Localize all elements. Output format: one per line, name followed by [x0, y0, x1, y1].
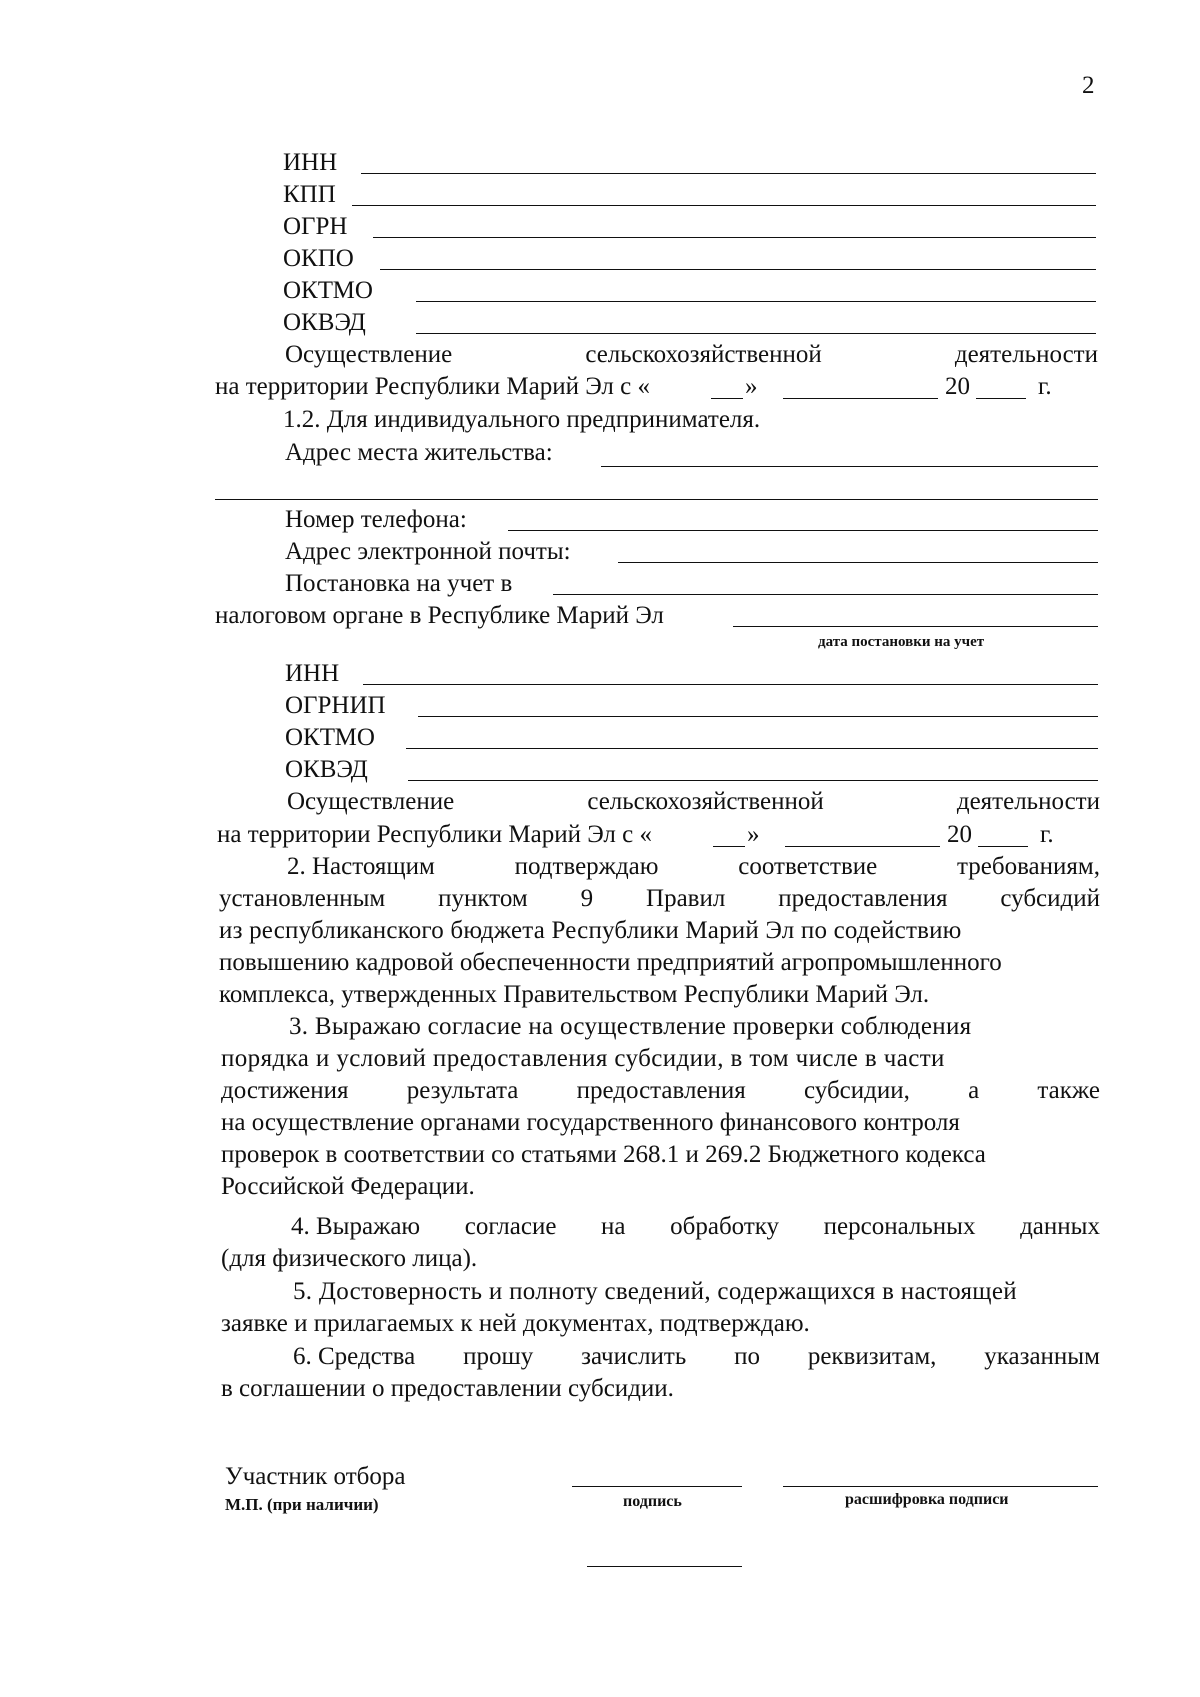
org-field-inn-label: ИНН: [283, 149, 338, 176]
p3-line4: на осуществление органами государственного финансового контроля: [221, 1109, 960, 1136]
org-activity-word: сельскохозяйственной: [585, 341, 822, 368]
org-field-okved-line[interactable]: [416, 333, 1096, 334]
org-field-oktmo-label: ОКТМО: [283, 277, 373, 304]
p2-word: установленным: [219, 885, 386, 912]
ip-month-line[interactable]: [785, 846, 940, 847]
p4-line2: (для физического лица).: [221, 1245, 478, 1272]
p4-line1: [291, 1212, 1100, 1242]
p2-line1: [287, 852, 1100, 882]
p5-line1: 5. Достоверность и полноту сведений, содержащихся в настоящей: [293, 1278, 1017, 1305]
stamp-label: М.П. (при наличии): [225, 1495, 379, 1514]
p4-word: персональных: [823, 1213, 976, 1240]
ip-tax-line1-label: Постановка на учет в: [285, 570, 513, 597]
ip-tax-date-caption: дата постановки на учет: [818, 634, 985, 650]
p3-word: также: [1037, 1077, 1100, 1104]
org-territory-prefix: на территории Республики Марий Эл с «: [215, 373, 650, 400]
p2-line2: [219, 884, 1100, 914]
org-quote-close: »: [745, 373, 758, 400]
ip-address-line1[interactable]: [601, 466, 1098, 467]
ip-field-oktmo-line[interactable]: [406, 748, 1098, 749]
p3-word: субсидии,: [804, 1077, 910, 1104]
p2-word: 2. Настоящим: [287, 853, 435, 880]
org-field-ogrn-line[interactable]: [373, 237, 1096, 238]
ip-day-line[interactable]: [713, 846, 745, 847]
p2-line3: из республиканского бюджета Республики Марий Эл по содействию: [219, 917, 962, 944]
ip-year-suffix: г.: [1040, 821, 1054, 848]
p4-word: согласие: [464, 1213, 557, 1240]
ip-activity-line: [287, 787, 1100, 817]
p2-word: Правил: [646, 885, 726, 912]
ip-activity-word: сельскохозяйственной: [587, 788, 824, 815]
page-number: 2: [1082, 72, 1095, 99]
ip-field-ogrnip-label: ОГРНИП: [285, 692, 386, 719]
signature-decode-line[interactable]: [783, 1486, 1098, 1487]
p6-word: по: [734, 1343, 760, 1370]
signature-line[interactable]: [572, 1486, 742, 1487]
p2-word: 9: [580, 885, 594, 912]
org-field-okpo-line[interactable]: [380, 269, 1096, 270]
org-activity-word: деятельности: [954, 341, 1098, 368]
participant-label: Участник отбора: [225, 1463, 406, 1490]
org-field-ogrn-label: ОГРН: [283, 213, 348, 240]
ip-quote-close: »: [747, 821, 760, 848]
p4-word: данных: [1020, 1213, 1100, 1240]
p3-line3: [221, 1076, 1100, 1106]
ip-field-ogrnip-line[interactable]: [418, 716, 1098, 717]
org-month-line[interactable]: [783, 398, 938, 399]
p6-word: указанным: [984, 1343, 1100, 1370]
p4-word: обработку: [670, 1213, 780, 1240]
p3-word: предоставления: [576, 1077, 746, 1104]
ip-activity-word: деятельности: [956, 788, 1100, 815]
ip-section-title: 1.2. Для индивидуального предпринимателя.: [283, 406, 761, 433]
p2-word: предоставления: [778, 885, 948, 912]
signature-decode-caption: расшифровка подписи: [845, 1491, 1009, 1508]
ip-address-line2[interactable]: [215, 499, 1098, 500]
ip-field-inn-label: ИНН: [285, 660, 340, 687]
ip-field-oktmo-label: ОКТМО: [285, 724, 375, 751]
p6-word: зачислить: [581, 1343, 687, 1370]
date-line[interactable]: [587, 1566, 742, 1567]
p5-line2: заявке и прилагаемых к ней документах, подтверждаю.: [221, 1310, 810, 1337]
org-day-line[interactable]: [711, 398, 743, 399]
p2-word: субсидий: [1000, 885, 1100, 912]
p2-line4: повышению кадровой обеспеченности предприятий агропромышленного: [219, 949, 1002, 976]
p3-line1: 3. Выражаю согласие на осуществление проверки соблюдения: [289, 1013, 972, 1040]
ip-tax-line1[interactable]: [553, 594, 1098, 595]
signature-caption: подпись: [623, 1493, 682, 1510]
p6-word: прошу: [463, 1343, 534, 1370]
org-year-suffix: г.: [1038, 373, 1052, 400]
ip-address-label: Адрес места жительства:: [285, 439, 553, 466]
p3-line6: Российской Федерации.: [221, 1173, 475, 1200]
ip-tax-line2-label: налоговом органе в Республике Марий Эл: [215, 602, 664, 629]
p4-word: на: [601, 1213, 626, 1240]
p2-word: требованиям,: [957, 853, 1100, 880]
org-field-okpo-label: ОКПО: [283, 245, 354, 272]
org-field-kpp-line[interactable]: [352, 205, 1096, 206]
ip-field-okved-label: ОКВЭД: [285, 756, 368, 783]
p4-word: 4. Выражаю: [291, 1213, 421, 1240]
ip-territory-prefix: на территории Республики Марий Эл с «: [217, 821, 652, 848]
p6-line1: [293, 1342, 1100, 1372]
ip-activity-word: Осуществление: [287, 788, 455, 815]
p2-line5: комплекса, утвержденных Правительством Республики Марий Эл.: [219, 981, 930, 1008]
org-year-line[interactable]: [976, 398, 1026, 399]
p3-line2: порядка и условий предоставления субсидии, в том числе в части: [221, 1045, 945, 1072]
ip-phone-line[interactable]: [508, 530, 1098, 531]
org-activity-line: [285, 340, 1098, 370]
ip-field-inn-line[interactable]: [363, 684, 1098, 685]
org-field-inn-line[interactable]: [361, 173, 1096, 174]
org-field-oktmo-line[interactable]: [416, 301, 1096, 302]
org-field-okved-label: ОКВЭД: [283, 309, 366, 336]
org-activity-word: Осуществление: [285, 341, 453, 368]
org-year-prefix: 20: [945, 373, 970, 400]
p2-word: пунктом: [438, 885, 528, 912]
ip-tax-date-line[interactable]: [733, 626, 1098, 627]
ip-field-okved-line[interactable]: [408, 780, 1098, 781]
p6-word: 6. Средства: [293, 1343, 416, 1370]
ip-year-line[interactable]: [978, 846, 1028, 847]
p3-word: достижения: [221, 1077, 349, 1104]
ip-email-label: Адрес электронной почты:: [285, 538, 571, 565]
p3-word: результата: [406, 1077, 519, 1104]
ip-year-prefix: 20: [947, 821, 972, 848]
p2-word: подтверждаю: [514, 853, 659, 880]
p6-line2: в соглашении о предоставлении субсидии.: [221, 1375, 674, 1402]
ip-phone-label: Номер телефона:: [285, 506, 467, 533]
p3-line5: проверок в соответствии со статьями 268.1 и 269.2 Бюджетного кодекса: [221, 1141, 986, 1168]
p2-word: соответствие: [738, 853, 878, 880]
ip-email-line[interactable]: [618, 562, 1098, 563]
p6-word: реквизитам,: [807, 1343, 937, 1370]
p3-word: а: [968, 1077, 980, 1104]
org-field-kpp-label: КПП: [283, 181, 336, 208]
